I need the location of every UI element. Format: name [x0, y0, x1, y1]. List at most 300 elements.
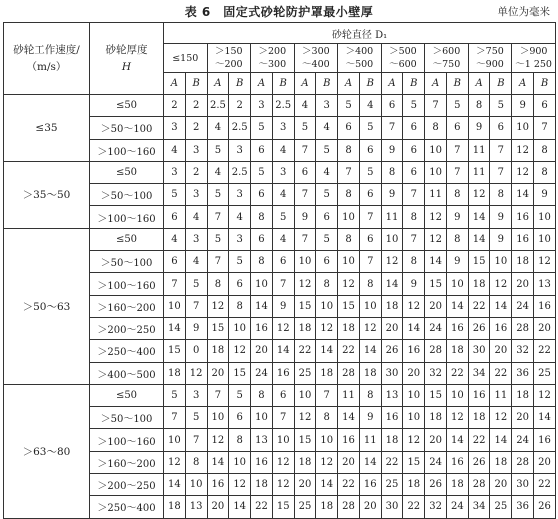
- value-a-cell: 25: [294, 362, 316, 384]
- value-a-cell: 11: [381, 206, 403, 228]
- value-b-cell: 22: [490, 362, 512, 384]
- value-a-cell: 28: [512, 317, 534, 339]
- value-b-cell: 4: [185, 251, 207, 273]
- value-a-cell: 18: [512, 251, 534, 273]
- value-a-cell: 34: [468, 362, 490, 384]
- value-b-cell: 12: [229, 474, 251, 496]
- value-a-cell: 15: [294, 295, 316, 317]
- value-a-cell: 26: [425, 474, 447, 496]
- thickness-cell: ＞50～100: [90, 251, 164, 273]
- value-b-cell: 0: [185, 340, 207, 362]
- value-b-cell: 14: [490, 429, 512, 451]
- value-a-cell: 14: [164, 317, 186, 339]
- value-a-cell: 8: [338, 228, 360, 250]
- diameter-range-lower: ＞600: [432, 46, 461, 57]
- value-b-cell: 10: [490, 251, 512, 273]
- value-b-cell: 14: [272, 340, 294, 362]
- value-a-cell: 16: [512, 206, 534, 228]
- column-a-header: A: [251, 73, 273, 95]
- value-b-cell: 8: [359, 384, 381, 406]
- value-b-cell: 6: [272, 251, 294, 273]
- value-a-cell: 22: [338, 474, 360, 496]
- value-a-cell: 36: [512, 496, 534, 518]
- value-b-cell: 15: [229, 362, 251, 384]
- value-a-cell: 11: [338, 384, 360, 406]
- diameter-range-lower: ＞300: [302, 46, 330, 57]
- value-a-cell: 5: [164, 384, 186, 406]
- speed-header: [4, 23, 90, 95]
- value-a-cell: 14: [425, 251, 447, 273]
- value-b-cell: 3: [185, 384, 207, 406]
- value-a-cell: 10: [425, 139, 447, 161]
- value-b-cell: 5: [229, 384, 251, 406]
- column-b-header: B: [185, 73, 207, 95]
- value-b-cell: 6: [403, 117, 425, 139]
- value-a-cell: 13: [251, 429, 273, 451]
- value-b-cell: 5: [229, 251, 251, 273]
- diameter-range-upper: ～400: [302, 59, 330, 70]
- value-a-cell: 32: [425, 496, 447, 518]
- value-b-cell: 9: [272, 295, 294, 317]
- value-b-cell: 3: [185, 139, 207, 161]
- value-b-cell: 20: [534, 317, 556, 339]
- value-b-cell: 6: [446, 117, 468, 139]
- diameter-range-lower: ＞500: [389, 46, 417, 57]
- value-b-cell: 14: [359, 340, 381, 362]
- value-b-cell: 8: [229, 295, 251, 317]
- value-a-cell: 3: [164, 117, 186, 139]
- value-a-cell: 10: [425, 161, 447, 183]
- column-b-header: B: [446, 73, 468, 95]
- value-b-cell: 6: [359, 228, 381, 250]
- value-a-cell: 8: [338, 184, 360, 206]
- value-b-cell: 16: [272, 362, 294, 384]
- value-b-cell: 4: [185, 206, 207, 228]
- value-a-cell: 16: [251, 451, 273, 473]
- value-b-cell: 5: [359, 117, 381, 139]
- value-b-cell: 12: [272, 474, 294, 496]
- value-a-cell: 15: [468, 251, 490, 273]
- value-a-cell: 22: [338, 340, 360, 362]
- value-a-cell: 9: [294, 206, 316, 228]
- value-a-cell: 15: [338, 295, 360, 317]
- value-a-cell: 14: [251, 295, 273, 317]
- value-b-cell: 12: [359, 317, 381, 339]
- value-a-cell: 30: [381, 362, 403, 384]
- value-a-cell: 10: [207, 407, 229, 429]
- value-a-cell: 12: [207, 295, 229, 317]
- value-b-cell: 22: [534, 340, 556, 362]
- value-a-cell: 16: [512, 228, 534, 250]
- value-b-cell: 10: [316, 429, 338, 451]
- value-b-cell: 18: [403, 474, 425, 496]
- value-a-cell: 30: [381, 496, 403, 518]
- diameter-range-upper: ～1 250: [515, 59, 552, 70]
- value-b-cell: 14: [490, 295, 512, 317]
- value-b-cell: 3: [229, 184, 251, 206]
- value-b-cell: 18: [490, 451, 512, 473]
- value-a-cell: 6: [251, 228, 273, 250]
- value-a-cell: 11: [468, 161, 490, 183]
- value-b-cell: 9: [446, 206, 468, 228]
- value-a-cell: 7: [164, 407, 186, 429]
- value-b-cell: 8: [403, 206, 425, 228]
- value-b-cell: 4: [229, 206, 251, 228]
- value-b-cell: 12: [534, 384, 556, 406]
- table-title: 表 6 固定式砂轮防护罩最小壁厚: [184, 5, 374, 19]
- column-a-header: A: [381, 73, 403, 95]
- value-b-cell: 7: [490, 139, 512, 161]
- value-b-cell: 5: [316, 184, 338, 206]
- value-a-cell: 36: [512, 362, 534, 384]
- value-b-cell: 16: [534, 429, 556, 451]
- value-b-cell: 13: [185, 496, 207, 518]
- value-b-cell: 15: [272, 496, 294, 518]
- value-a-cell: 20: [381, 317, 403, 339]
- value-a-cell: 5: [164, 184, 186, 206]
- value-a-cell: 28: [338, 362, 360, 384]
- value-a-cell: 5: [207, 139, 229, 161]
- diameter-range-lower: ＞750: [476, 46, 504, 57]
- value-b-cell: 8: [490, 184, 512, 206]
- thickness-cell: ＞100～160: [90, 139, 164, 161]
- value-b-cell: 16: [490, 317, 512, 339]
- value-a-cell: 20: [294, 474, 316, 496]
- diameter-range-header: [468, 44, 512, 73]
- value-a-cell: 26: [468, 317, 490, 339]
- value-a-cell: 2: [164, 95, 186, 117]
- value-a-cell: 22: [381, 451, 403, 473]
- diameter-range-header: [251, 44, 295, 73]
- table-row: [4, 161, 556, 183]
- value-a-cell: 16: [251, 317, 273, 339]
- value-a-cell: 7: [164, 273, 186, 295]
- value-a-cell: 18: [468, 273, 490, 295]
- value-b-cell: 3: [272, 117, 294, 139]
- value-a-cell: 14: [512, 184, 534, 206]
- value-b-cell: 6: [403, 139, 425, 161]
- value-b-cell: 25: [490, 496, 512, 518]
- value-a-cell: 10: [381, 228, 403, 250]
- value-b-cell: 7: [185, 295, 207, 317]
- value-a-cell: 30: [468, 340, 490, 362]
- value-a-cell: 8: [425, 117, 447, 139]
- value-a-cell: 6: [338, 117, 360, 139]
- value-b-cell: 5: [490, 95, 512, 117]
- value-a-cell: 6: [251, 184, 273, 206]
- value-b-cell: 20: [403, 362, 425, 384]
- value-b-cell: 5: [446, 95, 468, 117]
- value-a-cell: 14: [164, 474, 186, 496]
- value-a-cell: 24: [512, 429, 534, 451]
- value-b-cell: 3: [185, 228, 207, 250]
- value-b-cell: 12: [403, 429, 425, 451]
- value-b-cell: 10: [185, 474, 207, 496]
- value-a-cell: 4: [207, 117, 229, 139]
- value-b-cell: 16: [446, 317, 468, 339]
- value-a-cell: 12: [512, 161, 534, 183]
- wall-thickness-table: [3, 22, 556, 519]
- value-a-cell: 22: [294, 340, 316, 362]
- column-b-header: B: [272, 73, 294, 95]
- value-a-cell: 7: [294, 228, 316, 250]
- value-b-cell: 18: [316, 496, 338, 518]
- thickness-header-line1: 砂轮厚度: [105, 43, 148, 56]
- value-a-cell: 12: [512, 139, 534, 161]
- value-a-cell: 12: [294, 273, 316, 295]
- value-a-cell: 12: [425, 228, 447, 250]
- thickness-cell: ≤50: [90, 161, 164, 183]
- table-row: [4, 384, 556, 406]
- value-a-cell: 7: [294, 139, 316, 161]
- value-a-cell: 20: [512, 273, 534, 295]
- value-a-cell: 30: [512, 474, 534, 496]
- value-b-cell: 22: [534, 474, 556, 496]
- value-a-cell: 9: [381, 139, 403, 161]
- value-b-cell: 2.5: [229, 117, 251, 139]
- column-b-header: B: [490, 73, 512, 95]
- value-b-cell: 5: [359, 161, 381, 183]
- table-row: [4, 228, 556, 250]
- value-b-cell: 5: [185, 273, 207, 295]
- column-b-header: B: [316, 73, 338, 95]
- column-a-header: A: [512, 73, 534, 95]
- value-a-cell: 28: [338, 496, 360, 518]
- thickness-cell: ＞200～250: [90, 474, 164, 496]
- value-a-cell: 10: [338, 206, 360, 228]
- value-b-cell: 11: [490, 384, 512, 406]
- value-b-cell: 2.5: [229, 161, 251, 183]
- value-a-cell: 7: [294, 184, 316, 206]
- value-a-cell: 12: [294, 407, 316, 429]
- diameter-range-upper: ～300: [258, 59, 287, 70]
- value-b-cell: 3: [229, 139, 251, 161]
- value-a-cell: 6: [164, 251, 186, 273]
- value-b-cell: 14: [446, 295, 468, 317]
- value-b-cell: 5: [316, 228, 338, 250]
- value-b-cell: 10: [534, 206, 556, 228]
- value-b-cell: 8: [229, 429, 251, 451]
- value-a-cell: 20: [425, 429, 447, 451]
- value-a-cell: 18: [207, 340, 229, 362]
- value-b-cell: 9: [446, 251, 468, 273]
- value-a-cell: 16: [338, 429, 360, 451]
- value-a-cell: 10: [294, 251, 316, 273]
- value-b-cell: 12: [446, 407, 468, 429]
- value-b-cell: 2: [185, 95, 207, 117]
- value-a-cell: 9: [512, 95, 534, 117]
- value-b-cell: 9: [185, 317, 207, 339]
- value-a-cell: 4: [207, 161, 229, 183]
- title-bar: [0, 0, 558, 22]
- value-a-cell: 8: [338, 139, 360, 161]
- value-b-cell: 9: [490, 228, 512, 250]
- value-a-cell: 5: [338, 95, 360, 117]
- value-a-cell: 12: [338, 273, 360, 295]
- value-b-cell: 11: [359, 429, 381, 451]
- value-a-cell: 10: [512, 117, 534, 139]
- value-a-cell: 18: [164, 362, 186, 384]
- value-b-cell: 4: [316, 161, 338, 183]
- diameter-range-upper: ～750: [432, 59, 461, 70]
- value-a-cell: 18: [164, 496, 186, 518]
- value-b-cell: 7: [403, 228, 425, 250]
- value-b-cell: 10: [534, 228, 556, 250]
- value-b-cell: 8: [316, 273, 338, 295]
- column-a-header: A: [338, 73, 360, 95]
- value-a-cell: 20: [207, 496, 229, 518]
- value-a-cell: 25: [294, 496, 316, 518]
- value-a-cell: 15: [294, 429, 316, 451]
- thickness-cell: ≤50: [90, 95, 164, 117]
- value-a-cell: 26: [381, 340, 403, 362]
- value-a-cell: 14: [468, 206, 490, 228]
- value-b-cell: 20: [490, 474, 512, 496]
- value-b-cell: 20: [534, 451, 556, 473]
- value-a-cell: 18: [338, 317, 360, 339]
- value-b-cell: 14: [316, 474, 338, 496]
- value-a-cell: 12: [468, 184, 490, 206]
- thickness-cell: ＞250～400: [90, 496, 164, 518]
- value-b-cell: 18: [446, 474, 468, 496]
- value-a-cell: 15: [425, 384, 447, 406]
- value-a-cell: 22: [251, 496, 273, 518]
- value-a-cell: 18: [381, 295, 403, 317]
- value-b-cell: 12: [229, 340, 251, 362]
- diameter-range-lower: ＞200: [258, 46, 287, 57]
- value-a-cell: 18: [512, 384, 534, 406]
- diameter-range-header: [207, 44, 251, 73]
- value-b-cell: 2: [185, 117, 207, 139]
- value-b-cell: 5: [316, 139, 338, 161]
- value-b-cell: 14: [359, 451, 381, 473]
- value-b-cell: 6: [316, 206, 338, 228]
- value-b-cell: 6: [534, 95, 556, 117]
- value-b-cell: 9: [490, 206, 512, 228]
- value-b-cell: 12: [272, 451, 294, 473]
- value-b-cell: 16: [403, 340, 425, 362]
- value-a-cell: 18: [425, 407, 447, 429]
- value-b-cell: 6: [359, 184, 381, 206]
- value-b-cell: 9: [359, 407, 381, 429]
- value-b-cell: 7: [490, 161, 512, 183]
- value-b-cell: 14: [534, 407, 556, 429]
- speed-cell: ＞50～63: [4, 228, 90, 384]
- value-b-cell: 3: [185, 184, 207, 206]
- value-a-cell: 15: [425, 273, 447, 295]
- diameter-range-upper: ～600: [389, 59, 417, 70]
- value-a-cell: 7: [338, 161, 360, 183]
- value-b-cell: 16: [359, 474, 381, 496]
- value-a-cell: 11: [425, 184, 447, 206]
- value-b-cell: 3: [229, 228, 251, 250]
- value-a-cell: 22: [468, 295, 490, 317]
- value-b-cell: 8: [185, 451, 207, 473]
- value-a-cell: 12: [164, 451, 186, 473]
- value-b-cell: 4: [272, 184, 294, 206]
- diameter-range-header: [381, 44, 425, 73]
- value-a-cell: 4: [164, 228, 186, 250]
- value-a-cell: 28: [512, 451, 534, 473]
- value-b-cell: 10: [272, 429, 294, 451]
- value-a-cell: 16: [381, 407, 403, 429]
- value-b-cell: 6: [490, 117, 512, 139]
- column-a-header: A: [164, 73, 186, 95]
- value-a-cell: 16: [468, 384, 490, 406]
- value-a-cell: 7: [381, 117, 403, 139]
- diameter-range-lower: ≤150: [172, 52, 199, 64]
- value-a-cell: 5: [207, 228, 229, 250]
- value-b-cell: 14: [229, 496, 251, 518]
- value-b-cell: 12: [490, 407, 512, 429]
- value-b-cell: 3: [316, 95, 338, 117]
- value-a-cell: 14: [207, 451, 229, 473]
- value-a-cell: 14: [338, 407, 360, 429]
- thickness-cell: ＞160～200: [90, 295, 164, 317]
- value-a-cell: 18: [294, 451, 316, 473]
- value-b-cell: 7: [359, 251, 381, 273]
- value-b-cell: 22: [446, 362, 468, 384]
- thickness-cell: ≤50: [90, 228, 164, 250]
- value-a-cell: 18: [251, 474, 273, 496]
- value-b-cell: 7: [316, 384, 338, 406]
- value-b-cell: 4: [272, 228, 294, 250]
- value-b-cell: 12: [490, 273, 512, 295]
- value-b-cell: 8: [446, 184, 468, 206]
- value-b-cell: 12: [534, 251, 556, 273]
- column-b-header: B: [229, 73, 251, 95]
- value-a-cell: 10: [338, 251, 360, 273]
- value-b-cell: 15: [403, 451, 425, 473]
- value-b-cell: 6: [316, 251, 338, 273]
- value-b-cell: 10: [403, 407, 425, 429]
- value-b-cell: 8: [359, 273, 381, 295]
- thickness-cell: ＞400～500: [90, 362, 164, 384]
- column-b-header: B: [403, 73, 425, 95]
- value-a-cell: 24: [425, 317, 447, 339]
- value-a-cell: 3: [164, 161, 186, 183]
- value-a-cell: 28: [425, 340, 447, 362]
- column-a-header: A: [425, 73, 447, 95]
- value-a-cell: 14: [468, 228, 490, 250]
- value-a-cell: 15: [164, 340, 186, 362]
- value-b-cell: 4: [316, 117, 338, 139]
- value-b-cell: 4: [359, 95, 381, 117]
- value-b-cell: 18: [359, 362, 381, 384]
- value-b-cell: 8: [534, 161, 556, 183]
- thickness-cell: ＞100～160: [90, 273, 164, 295]
- value-b-cell: 8: [534, 139, 556, 161]
- value-b-cell: 5: [272, 206, 294, 228]
- value-b-cell: 5: [185, 407, 207, 429]
- value-a-cell: 10: [164, 295, 186, 317]
- diameter-range-upper: ～900: [476, 59, 504, 70]
- value-b-cell: 14: [316, 340, 338, 362]
- value-b-cell: 2: [229, 95, 251, 117]
- value-a-cell: 26: [468, 451, 490, 473]
- value-b-cell: 7: [403, 184, 425, 206]
- column-a-header: A: [207, 73, 229, 95]
- thickness-header-symbol: H: [121, 60, 132, 73]
- value-b-cell: 26: [534, 496, 556, 518]
- value-b-cell: 2: [185, 161, 207, 183]
- table-row: [4, 95, 556, 117]
- column-b-header: B: [359, 73, 381, 95]
- value-b-cell: 3: [272, 161, 294, 183]
- value-a-cell: 20: [425, 295, 447, 317]
- value-b-cell: 13: [534, 273, 556, 295]
- column-a-header: A: [468, 73, 490, 95]
